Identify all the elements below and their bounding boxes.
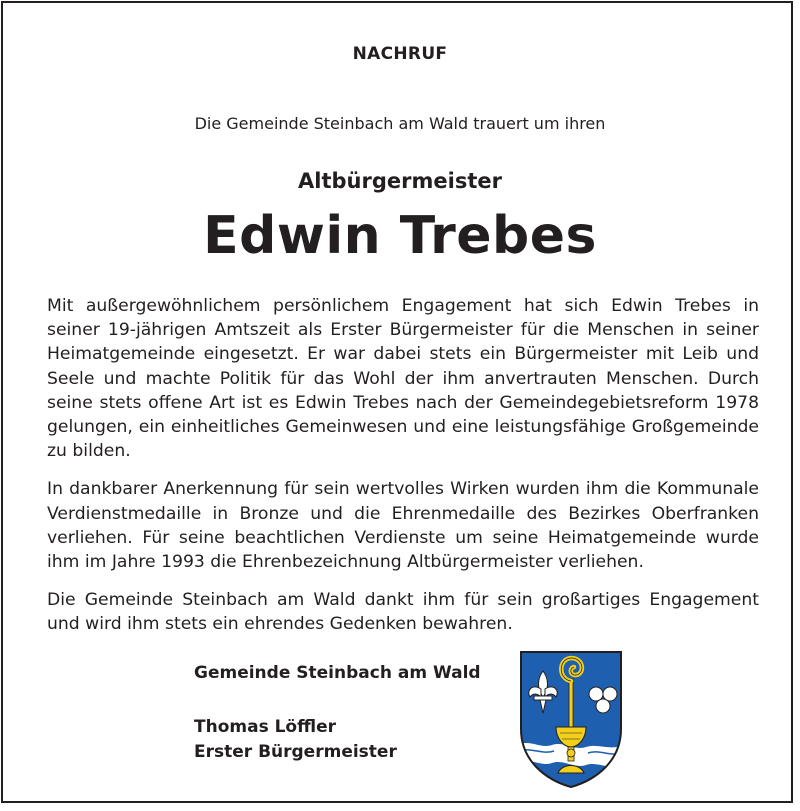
signature-municipality: Gemeinde Steinbach am Wald: [194, 663, 481, 683]
intro-line: Die Gemeinde Steinbach am Wald trauert um ihren: [194, 114, 606, 133]
body-paragraph-3: Die Gemeinde Steinbach am Wald dankt ihm für sein großartiges Engagement und wird ihm stets ein ehrendes Gedenken bewahren.: [47, 590, 759, 635]
body-paragraph-1: Mit außergewöhnlichem persönlichem Engagement hat sich Edwin Trebes in seiner 19-jährigen Amtszeit als Erster Bürgermeister für die Menschen in seiner Heimatgemeinde eingesetzt. Er war dabei stets ein Bürgermeister mit Leib und Seele und machte Politik für das Wohl der ihm anvertrauten Menschen. Durch seine stets offene Art ist es Edwin Trebes nach der Gemeindegebietsreform 1978 gelungen, ein einheitliches Gemeinwesen und eine leistungsfähige Großgemeinde zu bilden.: [47, 296, 759, 462]
coat-of-arms-icon: [518, 649, 624, 789]
signature-person-title: Erster Bürgermeister: [194, 742, 397, 762]
signature-block: [194, 715, 397, 765]
notice-heading: NACHRUF: [352, 44, 448, 64]
deceased-name: Edwin Trebes: [203, 206, 597, 266]
signature-person-name: Thomas Löffler: [194, 717, 337, 737]
deceased-role: Altbürgermeister: [298, 169, 502, 193]
notice-body: [47, 294, 759, 651]
body-paragraph-2: In dankbarer Anerkennung für sein wertvolles Wirken wurden ihm die Kommunale Verdienstmedaille in Bronze und die Ehrenmedaille des Bezirkes Oberfranken verliehen. Für seine beachtlichen Verdienste um seine Heimatgemeinde wurde ihm im Jahre 1993 die Ehrenbezeichnung Altbürgermeister verliehen.: [47, 479, 759, 573]
